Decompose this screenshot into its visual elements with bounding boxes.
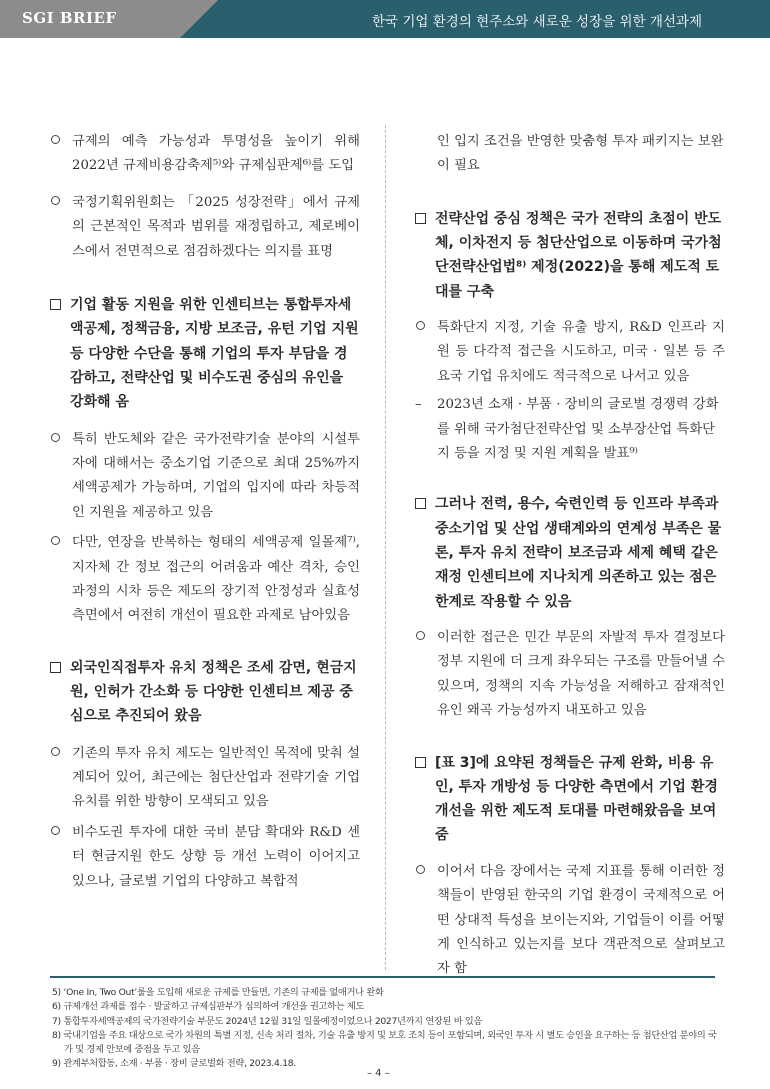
left-column bbox=[50, 130, 360, 894]
circle-bullet-icon bbox=[50, 531, 72, 555]
bullet-paragraph: 이러한 접근은 민간 부문의 자발적 투자 결정보다 정부 지원에 더 크게 좌우되는 구조를 만들어낼 수 있으며, 정책의 지속 가능성을 저해하고 잠재적인 유인 왜곡 가능성까지 내포하고 있음 bbox=[415, 626, 725, 724]
footnote: 9) 관계부처합동, 소재 · 부품 · 장비 글로벌화 전략, 2023.4.18. bbox=[52, 1058, 296, 1070]
circle-bullet-icon bbox=[50, 821, 72, 845]
continued-paragraph: 인 입지 조건을 반영한 맞춤형 투자 패키지는 보완이 필요 bbox=[437, 134, 724, 174]
footnote: 6) 규제개선 과제를 접수 · 발굴하고 규제심판부가 심의하여 개선을 권고하는 제도 bbox=[52, 1001, 365, 1013]
square-bullet-icon bbox=[415, 207, 435, 231]
document-title: 한국 기업 환경의 현주소와 새로운 성장을 위한 개선과제 bbox=[372, 14, 702, 30]
footnote: 8) 국내기업을 주요 대상으로 국가 차원의 특별 지정, 신속 처리 절차, 기술 유출 방지 및 보호 조치 등이 포함되며, 외국인 투자 시 별도 승인을 요구하는 등 첨단산업 분야의 국가 및 경제 안보에 중점을 두고 있음 bbox=[52, 1029, 717, 1056]
dash-bullet-icon: – bbox=[415, 397, 422, 413]
circle-bullet-icon bbox=[415, 316, 437, 340]
bullet-paragraph: 국정기획위원회는 「2025 성장전략」에서 규제의 근본적인 목적과 범위를 재정립하고, 제로베이스에서 전면적으로 점검하겠다는 의지를 표명 bbox=[50, 191, 360, 264]
square-bullet-icon bbox=[415, 751, 435, 775]
circle-bullet-icon bbox=[50, 191, 72, 215]
square-bullet-icon bbox=[415, 492, 435, 516]
section-heading: [표 3]에 요약된 정책들은 규제 완화, 비용 유인, 투자 개방성 등 다양한 측면에서 기업 환경 개선을 위한 제도적 토대를 마련해왔음을 보여줌 bbox=[415, 751, 725, 848]
footnote: 7) 통합투자세액공제의 국가전략기술 부문도 2024년 12월 31일 일몰예정이었으나 2027년까지 연장된 바 있음 bbox=[52, 1015, 483, 1027]
circle-bullet-icon bbox=[50, 742, 72, 766]
circle-bullet-icon bbox=[50, 428, 72, 452]
section-heading: 기업 활동 지원을 위한 인센티브는 통합투자세액공제, 정책금융, 지방 보조금, 유턴 기업 지원 등 다양한 수단을 통해 기업의 투자 부담을 경감하고, 전략산업 및 비수도권 중심의 유인을 강화해 옴 bbox=[50, 293, 360, 414]
section-heading: 전략산업 중심 정책은 국가 전략의 초점이 반도체, 이차전지 등 첨단산업으로 이동하며 국가첨단전략산업법⁸⁾ 제정(2022)을 통해 제도적 토대를 구축 bbox=[415, 207, 725, 304]
circle-bullet-icon bbox=[415, 860, 437, 884]
bullet-paragraph: 규제의 예측 가능성과 투명성을 높이기 위해 2022년 규제비용감축제⁵⁾와 규제심판제⁶⁾를 도입 bbox=[50, 130, 360, 179]
bullet-paragraph: 특화단지 지정, 기술 유출 방지, R&D 인프라 지원 등 다각적 접근을 시도하고, 미국 · 일본 등 주요국 기업 유치에도 적극적으로 나서고 있음 bbox=[415, 316, 725, 389]
square-bullet-icon bbox=[50, 656, 70, 680]
section-heading: 외국인직접투자 유치 정책은 조세 감면, 현금지원, 인허가 간소화 등 다양한 인센티브 제공 중심으로 추진되어 왔음 bbox=[50, 656, 360, 729]
bullet-paragraph: 특히 반도체와 같은 국가전략기술 분야의 시설투자에 대해서는 중소기업 기준으로 최대 25%까지 세액공제가 가능하며, 기업의 입지에 따라 차등적인 지원을 제공하고 있음 bbox=[50, 428, 360, 526]
circle-bullet-icon bbox=[50, 130, 72, 154]
bullet-paragraph: 비수도권 투자에 대한 국비 분담 확대와 R&D 센터 현금지원 한도 상향 등 개선 노력이 이어지고 있으나, 글로벌 기업의 다양하고 복합적 bbox=[50, 821, 360, 894]
bullet-paragraph: 이어서 다음 장에서는 국제 지표를 통해 이러한 정책들이 반영된 한국의 기업 환경이 국제적으로 어떤 상대적 특성을 보이는지와, 기업들이 이를 어떻게 인식하고 있는지를 보다 객관적으로 살펴보고자 함 bbox=[415, 860, 725, 982]
page-number: – 4 – bbox=[367, 1068, 390, 1079]
column-divider bbox=[385, 125, 386, 970]
footnotes bbox=[52, 986, 720, 1072]
bullet-paragraph: 기존의 투자 유치 제도는 일반적인 목적에 맞춰 설계되어 있어, 최근에는 첨단산업과 전략기술 기업 유치를 위한 방향이 모색되고 있음 bbox=[50, 742, 360, 815]
footnote-rule bbox=[50, 976, 715, 978]
dash-paragraph: – 2023년 소재 · 부품 · 장비의 글로벌 경쟁력 강화를 위해 국가첨단전략산업 및 소부장산업 특화단지 등을 지정 및 지원 계획을 발표⁹⁾ bbox=[415, 393, 725, 466]
circle-bullet-icon bbox=[415, 626, 437, 650]
footnote: 5) ‘One In, Two Out’룰을 도입해 새로운 규제를 만들면, 기존의 규제를 없애거나 완화 bbox=[52, 987, 384, 998]
square-bullet-icon bbox=[50, 293, 70, 317]
section-heading: 그러나 전력, 용수, 숙련인력 등 인프라 부족과 중소기업 및 산업 생태계와의 연계성 부족은 물론, 투자 유치 전략이 보조금과 세제 혜택 같은 재정 인센티브에 지나치게 의존하고 있는 점은 한계로 작용할 수 있음 bbox=[415, 492, 725, 613]
brand-label: SGI BRIEF bbox=[22, 9, 117, 27]
bullet-paragraph: 다만, 연장을 반복하는 형태의 세액공제 일몰제⁷⁾, 지자체 간 정보 접근의 어려움과 예산 격차, 승인 과정의 시차 등은 제도의 장기적 안정성과 실효성 측면에서 여전히 개선이 필요한 과제로 남아있음 bbox=[50, 531, 360, 629]
page-header bbox=[0, 0, 770, 38]
right-column bbox=[415, 130, 725, 982]
